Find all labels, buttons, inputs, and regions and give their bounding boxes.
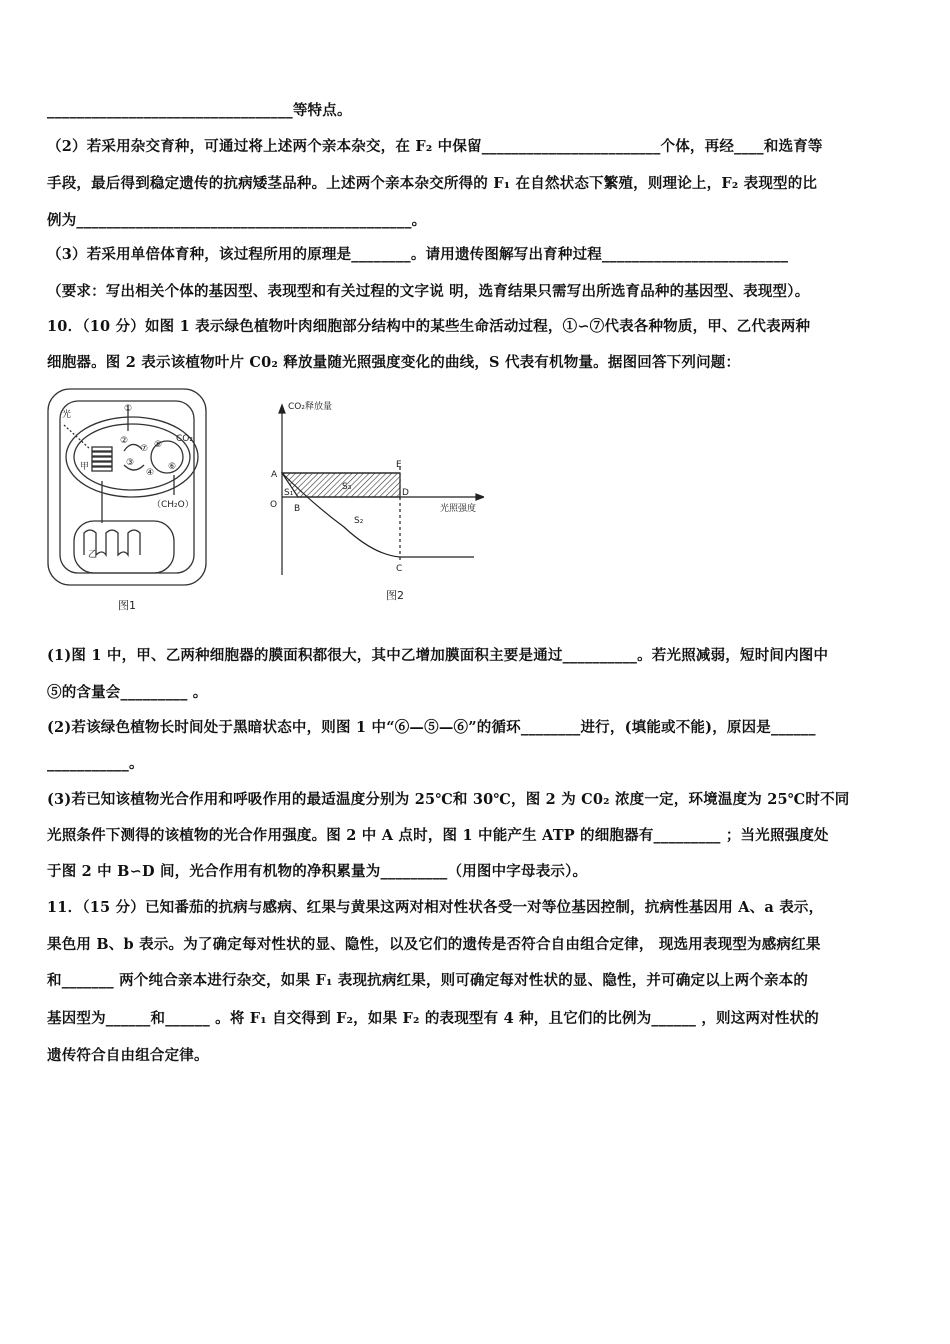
thylakoid-stack [92,447,112,471]
figure-1 [48,389,206,585]
text-line: （2）若采用杂交育种，可通过将上述两个亲本杂交，在 F₂ 中保留________________________个体，再经____和选育等 [47,138,823,155]
label-6: ⑥ [168,462,177,472]
text-line: 细胞器。图 2 表示该植物叶片 C0₂ 释放量随光照强度变化的曲线，S 代表有机物量。据图回答下列问题： [47,354,741,371]
text-line: （要求：写出相关个体的基因型、表现型和有关过程的文字说 明，选育结果只需写出所选育品种的基因型、表现型）。 [47,283,810,300]
area-S1-label: S₁ [284,488,294,498]
label-7: ⑦ [140,444,149,454]
point-D-label: D [402,488,409,498]
area-S3 [282,473,400,497]
figure-1-caption: 图1 [118,599,136,612]
text-line: ___________。 [47,755,144,772]
text-line: 例为_____________________________________________。 [47,212,427,229]
text-line: ⑤的含量会_________ 。 [47,684,208,701]
question-10-part-2: (2)若该绿色植物长时间处于黑暗状态中，则图 1 中“⑥—⑤—⑥”的循环________进行，(填能或不能)，原因是______ [47,719,816,736]
y-axis-arrow [279,405,285,413]
point-E-label: E [396,460,402,470]
text-line: 基因型为______和______ 。将 F₁ 自交得到 F₂，如果 F₂ 的表现型有 4 种，且它们的比例为______ ，则这两对性状的 [47,1010,819,1027]
mitochondrion-yi [74,521,174,573]
label-1: ① [124,404,133,414]
text-line: 和_______ 两个纯合亲本进行杂交，如果 F₁ 表现抗病红果，则可确定每对性状的显、隐性，并可确定以上两个亲本的 [47,972,809,989]
y-axis-label: CO₂释放量 [288,402,332,412]
question-10-part-1: (1)图 1 中，甲、乙两种细胞器的膜面积都很大，其中乙增加膜面积主要是通过__________。若光照减弱，短时间内图中 [47,647,829,664]
text-line: _________________________________等特点。 [47,102,352,119]
chloroplast-jia [66,417,198,497]
point-A-label: A [271,470,278,480]
x-axis-arrow [476,494,484,500]
label-jia: 甲 [80,462,90,472]
text-line: 光照条件下测得的该植物的光合作用强度。图 2 中 A 点时，图 1 中能产生 ATP 的细胞器有_________ ；当光照强度处 [47,827,829,844]
label-3: ③ [126,458,135,468]
text-line: 遗传符合自由组合定律。 [47,1047,209,1064]
figures [44,385,484,617]
label-ch2o: （CH₂O） [152,500,194,510]
point-O-label: O [270,500,278,510]
label-yi: 乙 [88,550,98,560]
label-light: 光 [62,410,72,420]
label-5: ⑤ [154,440,163,450]
text-line: 手段，最后得到稳定遗传的抗病矮茎品种。上述两个亲本杂交所得的 F₁ 在自然状态下繁殖，则理论上，F₂ 表现型的比 [47,175,818,192]
label-2: ② [120,436,129,446]
point-C-label: C [396,564,403,574]
figure-2 [279,405,484,575]
text-line: 果色用 B、b 表示。为了确定每对性状的显、隐性，以及它们的遗传是否符合自由组合定律， 现选用表现型为感病红果 [47,936,821,953]
label-co2: CO₂ [176,434,193,444]
point-B-label: B [294,504,301,514]
area-S2-label: S₂ [354,516,364,526]
question-10-stem: 10．（10 分）如图 1 表示绿色植物叶肉细胞部分结构中的某些生命活动过程，①∽⑦代表各种物质，甲、乙代表两种 [47,318,811,335]
text-line: 于图 2 中 B∽D 间，光合作用有机物的净积累量为_________（用图中字母表示）。 [47,863,588,880]
label-4: ④ [146,468,155,478]
cell-wall [48,389,206,585]
figure-2-caption: 图2 [386,589,404,602]
text-line: （3）若采用单倍体育种，该过程所用的原理是________。请用遗传图解写出育种过程_________________________ [47,246,789,263]
question-11-stem: 11．（15 分）已知番茄的抗病与感病、红果与黄果这两对相对性状各受一对等位基因控制，抗病性基因用 A、a 表示， [47,899,824,916]
question-10-part-3: (3)若已知该植物光合作用和呼吸作用的最适温度分别为 25℃和 30℃，图 2 为 C0₂ 浓度一定，环境温度为 25℃时不同 [47,791,850,808]
x-axis-label: 光照强度 [440,504,477,514]
area-S3-label: S₃ [342,482,352,492]
